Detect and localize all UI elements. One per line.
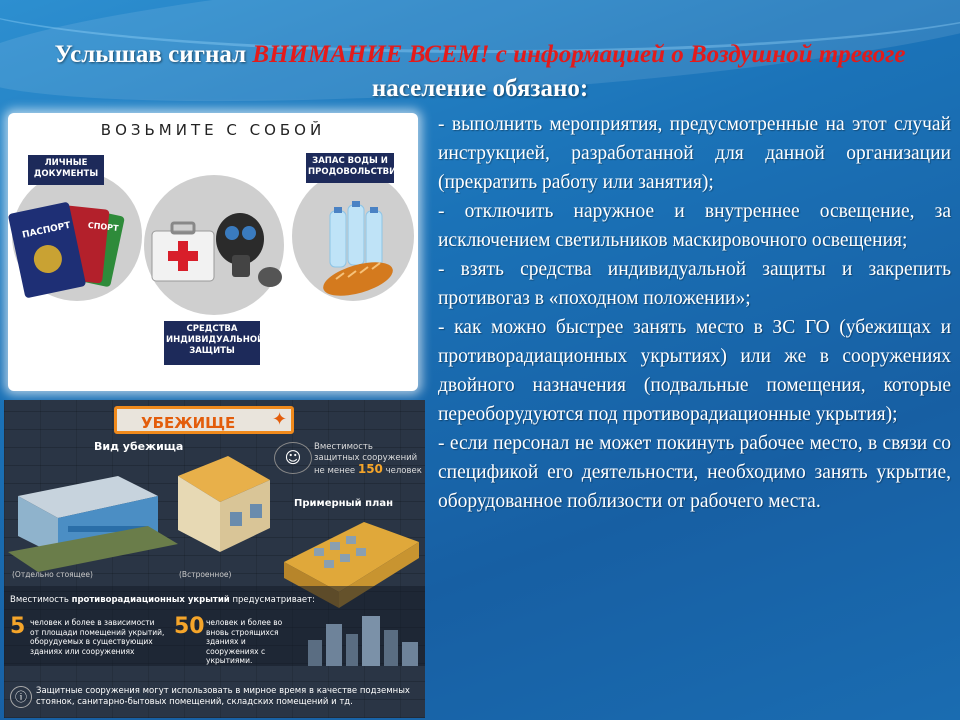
label-water-food: ЗАПАС ВОДЫ И ПРОДОВОЛЬСТВИЯ [306, 153, 394, 183]
first-aid-gasmask-icon [148, 209, 288, 299]
capacity-block [314, 442, 422, 477]
label-documents: ЛИЧНЫЕ ДОКУМЕНТЫ [28, 155, 104, 185]
info-icon: ⓘ [10, 686, 32, 708]
instruction-item: - если персонал не может покинуть рабочее место, в связи со спецификой его деятельности, необходимо занять укрытие, оборудованное поблизости от рабочего места. [438, 433, 951, 512]
capacity-value: 150 [357, 462, 383, 476]
caption-built-in: (Встроенное) [179, 570, 232, 579]
instruction-item: - отключить наружное и внутреннее освещение, за исключением светильников маскировочного освещения; [438, 201, 951, 251]
instruction-item: - как можно быстрее занять место в ЗС ГО (убежищах и противорадиационных укрытиях) или же в сооружениях двойного назначения (подвальные помещения, которые переоборудуются под противорадиационные укрытия); [438, 317, 951, 425]
capacity-line1: Вместимость [314, 442, 373, 452]
shelter-view-label: Вид убежища [94, 440, 184, 453]
instructions-list [438, 110, 951, 516]
shelter-buildings-illustration [8, 456, 278, 576]
city-silhouette-icon [304, 610, 422, 666]
provision-bold: противорадиационных укрытий [71, 595, 230, 605]
shelter-banner-text: УБЕЖИЩЕ [141, 414, 236, 432]
stat1-value: 5 [10, 614, 26, 639]
passports-icon [8, 193, 148, 303]
provision-heading [10, 595, 315, 605]
provision-prefix: Вместимость [10, 595, 69, 605]
instruction-item: - выполнить мероприятия, предусмотренные на этот случай инструкцией, разработанной для данной организации (прекратить работу или занятия); [438, 114, 951, 193]
capacity-line2: защитных сооружений [314, 453, 418, 463]
provision-suffix: предусматривает: [232, 595, 315, 605]
take-with-you-poster [8, 113, 418, 391]
shelter-poster [4, 400, 425, 718]
people-icon: ☺ [274, 442, 312, 474]
passport-text: ПАСПОРТ [21, 220, 72, 241]
poster-heading: ВОЗЬМИТЕ С СОБОЙ [100, 121, 326, 139]
title-alert: ВНИМАНИЕ ВСЕМ! с информацией о Воздушной тревоге [252, 41, 906, 68]
caption-standalone: (Отдельно стоящее) [12, 570, 93, 579]
label-protection: СРЕДСТВА ИНДИВИДУАЛЬНОЙ ЗАЩИТЫ [164, 321, 260, 365]
shelter-footer: Защитные сооружения могут использовать в мирное время в качестве подземных стоянок, санитарно-бытовых помещений, складских помещений и тд. [36, 686, 410, 707]
plan-label: Примерный план [294, 498, 393, 509]
title-part2: население обязано: [371, 75, 589, 102]
capacity-prefix: не менее [314, 466, 356, 476]
slide-title [20, 38, 940, 106]
stat2-value: 50 [174, 614, 205, 639]
star-icon: ✦ [272, 409, 288, 430]
title-part1: Услышав сигнал [54, 41, 253, 68]
shelter-banner [114, 406, 294, 434]
stat2-text: человек и более во вновь строящихся зданиях и сооружениях с укрытиями. [206, 618, 283, 665]
water-bread-icon [308, 197, 418, 307]
instruction-item: - взять средства индивидуальной защиты и закрепить противогаз в «походном положении»; [438, 259, 951, 309]
stat1-text: человек и более в зависимости от площади помещений укрытий, оборудуемых в существующих зданиях или сооружениях [30, 618, 165, 656]
capacity-suffix: человек [385, 466, 422, 476]
passport-text-2: СПОРТ [87, 220, 119, 233]
